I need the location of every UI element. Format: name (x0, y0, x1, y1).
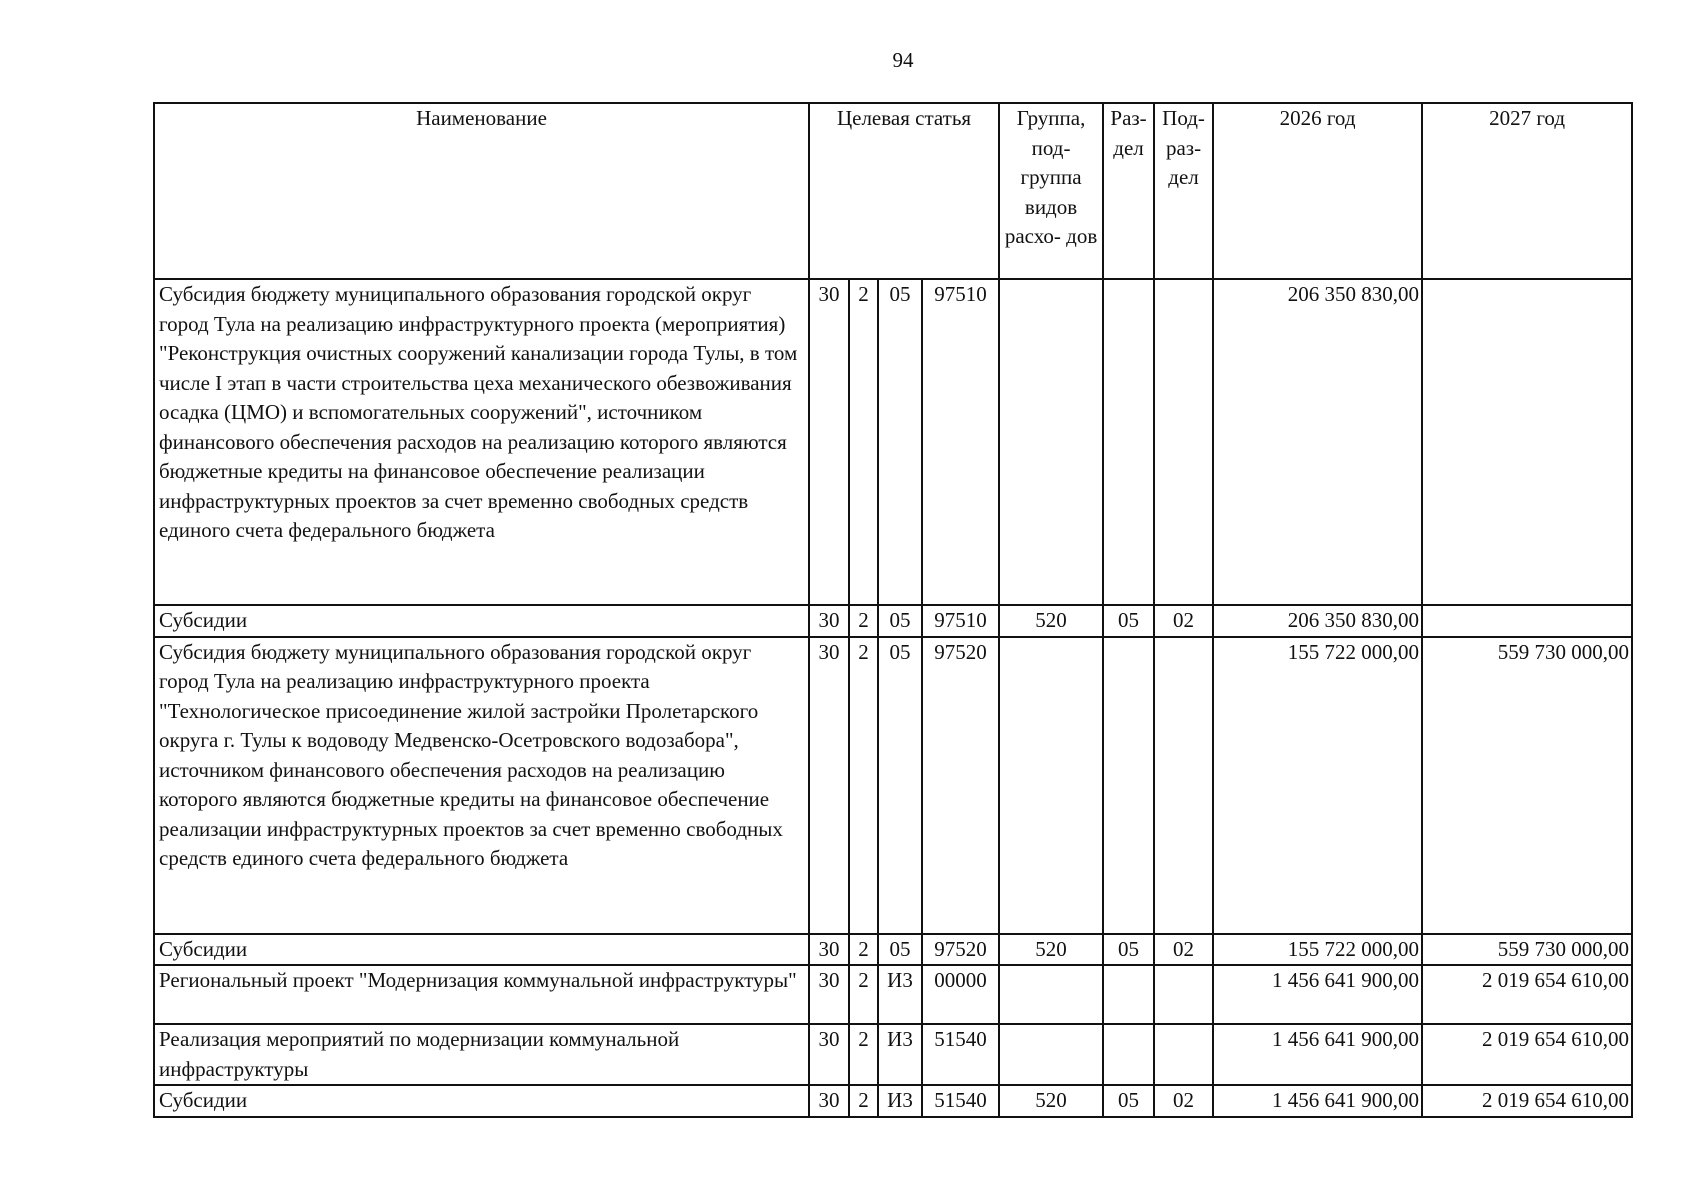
subsection (1154, 637, 1213, 934)
amount-2026: 1 456 641 900,00 (1213, 965, 1422, 1024)
section (1103, 637, 1154, 934)
header-section: Раз- дел (1103, 103, 1154, 279)
section: 05 (1103, 605, 1154, 637)
row-name: Субсидии (154, 934, 809, 966)
row-name: Региональный проект "Модернизация коммунальной инфраструктуры" (154, 965, 809, 1024)
target-code-3: 05 (878, 637, 922, 934)
header-subsection: Под- раз- дел (1154, 103, 1213, 279)
expense-group (999, 279, 1103, 605)
target-code-4: 51540 (922, 1024, 999, 1085)
target-code-1: 30 (809, 1024, 849, 1085)
header-expense-group: Группа, под- группа видов расхо- дов (999, 103, 1103, 279)
target-code-3: 05 (878, 934, 922, 966)
target-code-2: 2 (849, 965, 878, 1024)
target-code-4: 00000 (922, 965, 999, 1024)
expense-group (999, 637, 1103, 934)
table-row (154, 934, 1632, 966)
amount-2027: 559 730 000,00 (1422, 637, 1632, 934)
amount-2026: 155 722 000,00 (1213, 934, 1422, 966)
table-row (154, 637, 1632, 934)
expense-group: 520 (999, 1085, 1103, 1117)
amount-2026: 1 456 641 900,00 (1213, 1085, 1422, 1117)
expense-group (999, 965, 1103, 1024)
header-year-2026: 2026 год (1213, 103, 1422, 279)
target-code-4: 97510 (922, 279, 999, 605)
header-target-article: Целевая статья (809, 103, 999, 279)
target-code-3: 05 (878, 279, 922, 605)
amount-2027: 2 019 654 610,00 (1422, 965, 1632, 1024)
section (1103, 279, 1154, 605)
target-code-2: 2 (849, 1024, 878, 1085)
row-name: Субсидия бюджету муниципального образования городской округ город Тула на реализацию инфраструктурного проекта (мероприятия) "Реконструкция очистных сооружений канализации города Тулы, в том числе I этап в части строительства цеха механического обезвоживания осадка (ЦМО) и вспомогательных сооружений", источником финансового обеспечения расходов на реализацию которого являются бюджетные кредиты на финансовое обеспечение реализации инфраструктурных проектов за счет временно свободных средств единого счета федерального бюджета (154, 279, 809, 605)
row-name: Субсидии (154, 605, 809, 637)
row-name: Субсидии (154, 1085, 809, 1117)
expense-group: 520 (999, 934, 1103, 966)
row-name: Субсидия бюджету муниципального образования городской округ город Тула на реализацию инфраструктурного проекта "Технологическое присоединение жилой застройки Пролетарского округа г. Тулы к водоводу Медвенско-Осетровского водозабора", источником финансового обеспечения расходов на реализацию которого являются бюджетные кредиты на финансовое обеспечение реализации инфраструктурных проектов за счет временно свободных средств единого счета федерального бюджета (154, 637, 809, 934)
section: 05 (1103, 1085, 1154, 1117)
amount-2026: 206 350 830,00 (1213, 279, 1422, 605)
target-code-1: 30 (809, 934, 849, 966)
table-row (154, 605, 1632, 637)
page-number: 94 (892, 48, 914, 72)
header-row (154, 103, 1632, 279)
target-code-2: 2 (849, 605, 878, 637)
amount-2027: 2 019 654 610,00 (1422, 1024, 1632, 1085)
target-code-2: 2 (849, 934, 878, 966)
target-code-1: 30 (809, 965, 849, 1024)
section (1103, 965, 1154, 1024)
section (1103, 1024, 1154, 1085)
table-row (154, 279, 1632, 605)
target-code-1: 30 (809, 279, 849, 605)
row-name: Реализация мероприятий по модернизации коммунальной инфраструктуры (154, 1024, 809, 1085)
table-row (154, 1024, 1632, 1085)
amount-2026: 155 722 000,00 (1213, 637, 1422, 934)
subsection: 02 (1154, 605, 1213, 637)
budget-table (153, 102, 1633, 1118)
expense-group (999, 1024, 1103, 1085)
amount-2026: 1 456 641 900,00 (1213, 1024, 1422, 1085)
target-code-4: 97520 (922, 934, 999, 966)
amount-2027 (1422, 605, 1632, 637)
target-code-4: 51540 (922, 1085, 999, 1117)
target-code-4: 97510 (922, 605, 999, 637)
table-row (154, 965, 1632, 1024)
subsection (1154, 965, 1213, 1024)
header-year-2027: 2027 год (1422, 103, 1632, 279)
table-row (154, 1085, 1632, 1117)
subsection: 02 (1154, 1085, 1213, 1117)
subsection (1154, 1024, 1213, 1085)
target-code-1: 30 (809, 637, 849, 934)
expense-group: 520 (999, 605, 1103, 637)
target-code-4: 97520 (922, 637, 999, 934)
target-code-3: 05 (878, 605, 922, 637)
subsection: 02 (1154, 934, 1213, 966)
header-name: Наименование (154, 103, 809, 279)
target-code-2: 2 (849, 637, 878, 934)
target-code-3: И3 (878, 1024, 922, 1085)
target-code-2: 2 (849, 279, 878, 605)
target-code-3: И3 (878, 1085, 922, 1117)
amount-2027 (1422, 279, 1632, 605)
target-code-1: 30 (809, 1085, 849, 1117)
amount-2026: 206 350 830,00 (1213, 605, 1422, 637)
subsection (1154, 279, 1213, 605)
amount-2027: 2 019 654 610,00 (1422, 1085, 1632, 1117)
target-code-3: И3 (878, 965, 922, 1024)
target-code-2: 2 (849, 1085, 878, 1117)
amount-2027: 559 730 000,00 (1422, 934, 1632, 966)
target-code-1: 30 (809, 605, 849, 637)
section: 05 (1103, 934, 1154, 966)
